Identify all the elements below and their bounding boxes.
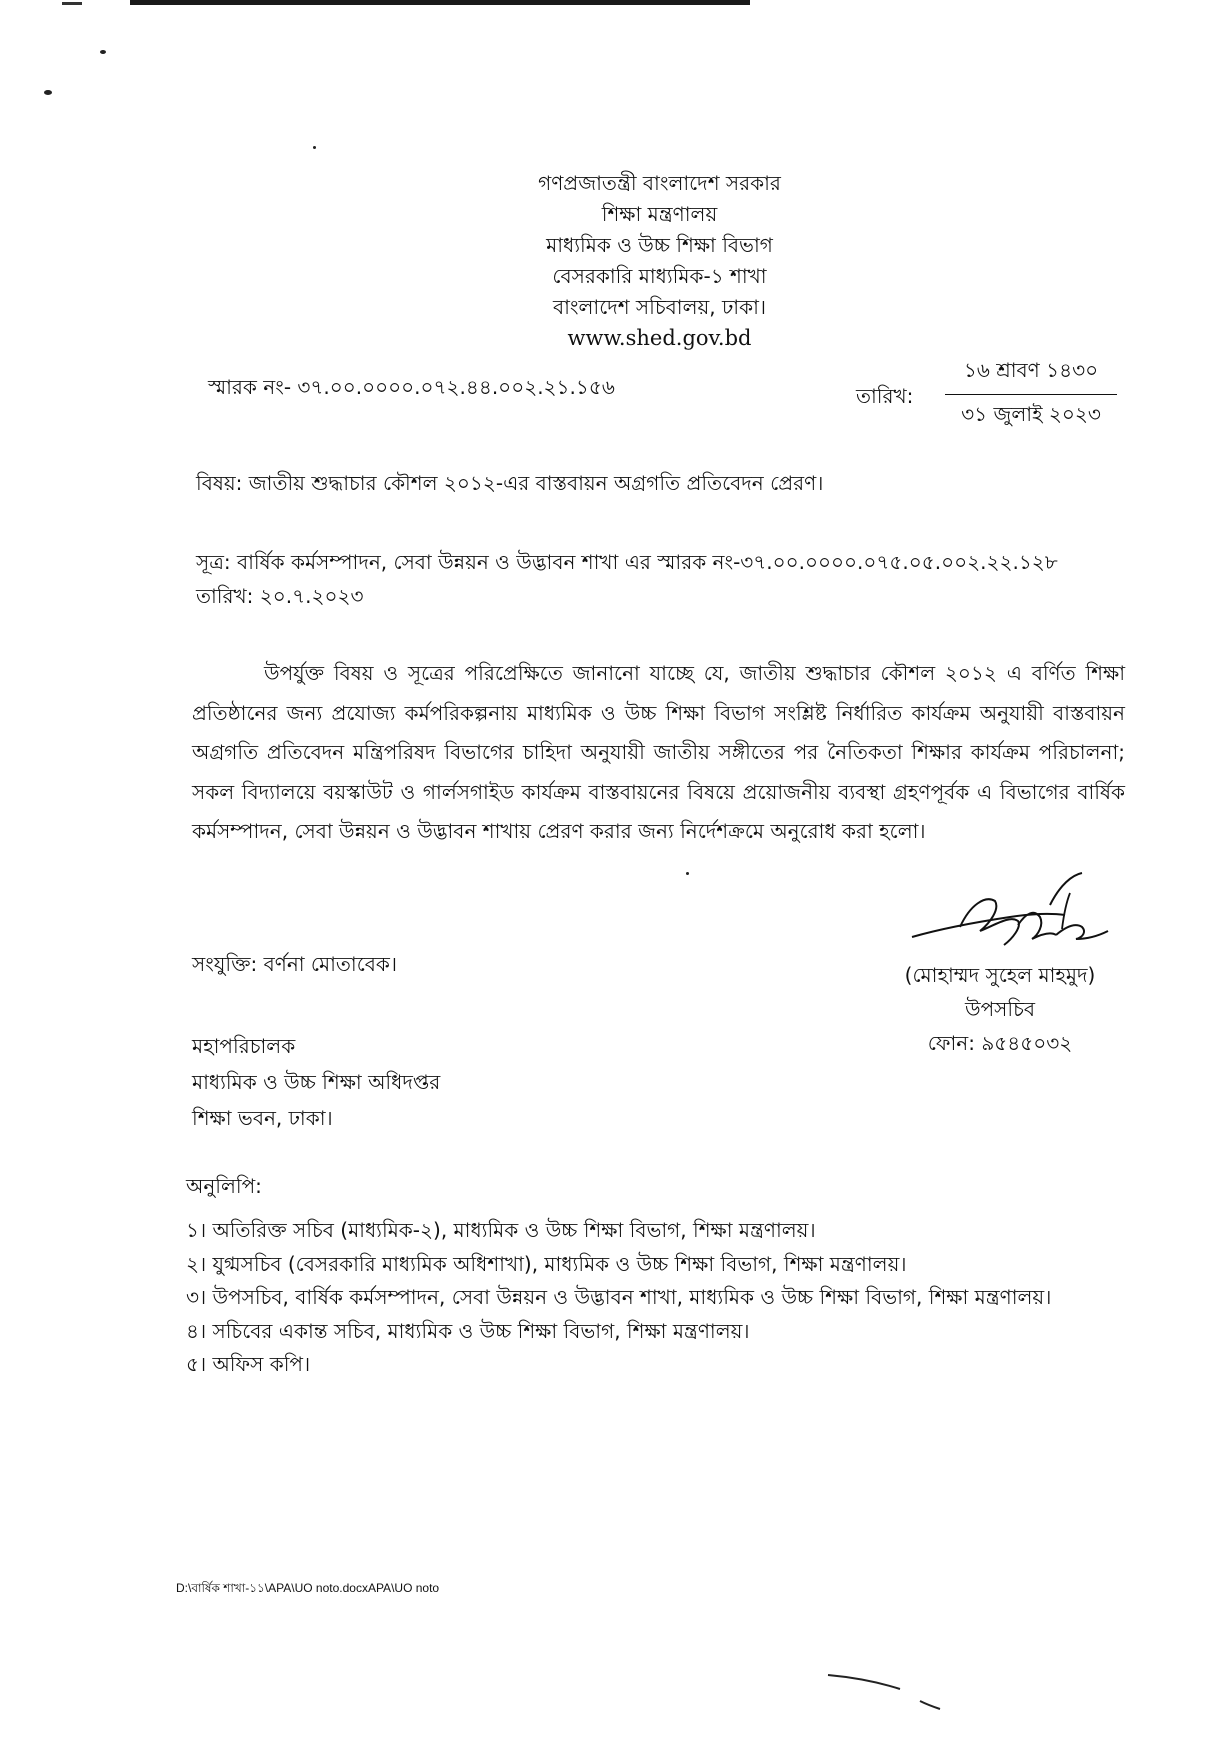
- reference-date: তারিখ: ২০.৭.২০২৩: [196, 584, 364, 608]
- list-item: ২। যুগ্মসচিব (বেসরকারি মাধ্যমিক অধিশাখা), মাধ্যমিক ও উচ্চ শিক্ষা বিভাগ, শিক্ষা মন্ত্রণালয়।: [186, 1251, 907, 1276]
- reference-line: সূত্র: বার্ষিক কর্মসম্পাদন, সেবা উন্নয়ন ও উদ্ভাবন শাখা এর স্মারক নং-৩৭.০০.০০০০.০৭৫.০৫.০০২.২২.১২৮: [196, 550, 1058, 574]
- date-english: ৩১ জুলাই ২০২৩: [961, 402, 1101, 426]
- file-path: D:\বার্ষিক শাখা-১১\APA\UO noto.docxAPA\UO noto: [176, 1581, 440, 1595]
- office-address: বাংলাদেশ সচিবালয়, ঢাকা।: [552, 295, 767, 319]
- letterhead: [0, 168, 1219, 354]
- list-item: ৫। অফিস কপি।: [186, 1352, 311, 1376]
- recipient-address: শিক্ষা ভবন, ঢাকা।: [192, 1106, 333, 1130]
- date-block: [945, 356, 1117, 433]
- date-bangla: ১৬ শ্রাবণ ১৪৩০: [945, 356, 1117, 395]
- signer-name: (মোহাম্মদ সুহেল মাহমুদ): [904, 963, 1096, 987]
- memo-reference-number: স্মারক নং- ৩৭.০০.০০০০.০৭২.৪৪.০০২.২১.১৫৬: [208, 375, 615, 399]
- list-item: ৩। উপসচিব, বার্ষিক কর্মসম্পাদন, সেবা উন্নয়ন ও উদ্ভাবন শাখা, মাধ্যমিক ও উচ্চ শিক্ষা বিভাগ, শিক্ষা মন্ত্রণালয়।: [186, 1285, 1052, 1309]
- scan-mark: [62, 2, 82, 5]
- scan-speck: [313, 146, 316, 149]
- signer-designation: উপসচিব: [964, 997, 1035, 1021]
- scan-speck: [686, 872, 689, 875]
- list-item: ১। অতিরিক্ত সচিব (মাধ্যমিক-২), মাধ্যমিক ও উচ্চ শিক্ষা বিভাগ, শিক্ষা মন্ত্রণালয়।: [186, 1218, 816, 1242]
- recipient-office: মাধ্যমিক ও উচ্চ শিক্ষা অধিদপ্তর: [192, 1070, 441, 1094]
- list-item: ৪। সচিবের একান্ত সচিব, মাধ্যমিক ও উচ্চ শিক্ষা বিভাগ, শিক্ষা মন্ত্রণালয়।: [186, 1318, 750, 1343]
- body-paragraph: উপর্যুক্ত বিষয় ও সূত্রের পরিপ্রেক্ষিতে জানানো যাচ্ছে যে, জাতীয় শুদ্ধাচার কৌশল ২০১২ এ বর্ণিত শিক্ষা প্রতিষ্ঠানের জন্য প্রযোজ্য কর্মপরিকল্পনায় মাধ্যমিক ও উচ্চ শিক্ষা বিভাগ সংশ্লিষ্ট নির্ধারিত কার্যক্রম অনুযায়ী বাস্তবায়ন অগ্রগতি প্রতিবেদন মন্ত্রিপরিষদ বিভাগের চাহিদা অনুযায়ী জাতীয় সঙ্গীতের পর নৈতিকতা শিক্ষার কার্যক্রম পরিচালনা; সকল বিদ্যালয়ে বয়স্কাউট ও গার্লসগাইড কার্যক্রম বাস্তবায়নের বিষয়ে প্রয়োজনীয় ব্যবস্থা গ্রহণপূর্বক এ বিভাগের বার্ষিক কর্মসম্পাদন, সেবা উন্নয়ন ও উদ্ভাবন শাখায় প্রেরণ করার জন্য নির্দেশক্রমে অনুরোধ করা হলো।: [192, 661, 1125, 843]
- government-name: গণপ্রজাতন্ত্রী বাংলাদেশ সরকার: [538, 171, 781, 195]
- recipient-block: [192, 1028, 440, 1136]
- division-name: মাধ্যমিক ও উচ্চ শিক্ষা বিভাগ: [546, 233, 773, 257]
- scan-speck: [100, 50, 106, 54]
- ministry-name: শিক্ষা মন্ত্রণালয়: [601, 202, 718, 226]
- website: www.shed.gov.bd: [567, 326, 752, 350]
- copies-list: [186, 1214, 1051, 1382]
- recipient-title: মহাপরিচালক: [192, 1034, 296, 1058]
- signer-phone: ফোন: ৯৫৪৫০৩২: [927, 1031, 1073, 1055]
- scan-stroke: [820, 1665, 950, 1715]
- attachment-note: সংযুক্তি: বর্ণনা মোতাবেক।: [192, 952, 398, 976]
- signer-block: [860, 958, 1140, 1060]
- subject-line: বিষয়: জাতীয় শুদ্ধাচার কৌশল ২০১২-এর বাস্তবায়ন অগ্রগতি প্রতিবেদন প্রেরণ।: [196, 471, 824, 495]
- copies-title: অনুলিপি:: [186, 1174, 262, 1198]
- scan-speck: [44, 90, 52, 95]
- branch-name: বেসরকারি মাধ্যমিক-১ শাখা: [552, 264, 767, 288]
- scan-top-rule: [130, 0, 750, 5]
- date-label: তারিখ:: [856, 384, 914, 408]
